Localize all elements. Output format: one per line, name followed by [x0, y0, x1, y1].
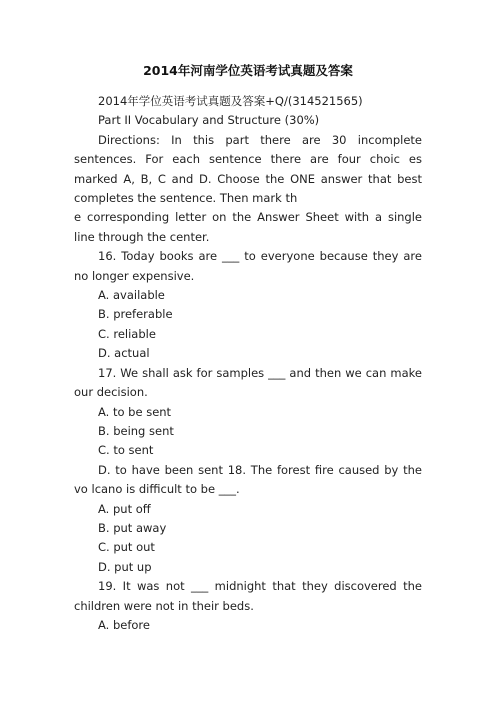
subtitle-line: 2014年学位英语考试真题及答案+Q/(314521565): [98, 94, 363, 108]
question-19-stem: 19. It was not ___ midnight that they discovered the children were not in their beds.: [74, 579, 422, 613]
directions-continuation: e corresponding letter on the Answer Sheet with a single line through the center.: [74, 210, 422, 244]
question-16-option-b: B. preferable: [98, 307, 173, 322]
question-18-option-a: A. put off: [98, 501, 151, 516]
question-17-stem: 17. We shall ask for samples ___ and then we can make our decision.: [74, 365, 422, 400]
part-heading: Part II Vocabulary and Structure (30%): [98, 113, 320, 128]
question-16-option-c: C. reliable: [98, 326, 156, 341]
question-17-option-d-and-question-18-stem: D. to have been sent 18. The forest fire caused by the vo lcano is difficult to be ___.: [74, 462, 422, 497]
question-18-option-d: D. put up: [98, 559, 152, 574]
question-16-stem: 16. Today books are ___ to everyone because they are no longer expensive.: [74, 249, 422, 283]
directions-paragraph: Directions: In this part there are 30 incomplete sentences. For each sentence there are four choic es marked A, B, C and D. Choose the ONE answer that best completes the sentence. Then mark th: [74, 132, 422, 206]
question-17-option-a: A. to be sent: [98, 404, 172, 419]
question-18-option-b: B. put away: [98, 520, 167, 535]
question-17-option-c: C. to sent: [98, 443, 154, 458]
question-19-option-a: A. before: [98, 617, 150, 632]
document-body: [74, 92, 422, 635]
question-17-option-b: B. being sent: [98, 423, 174, 438]
question-18-option-c: C. put out: [98, 540, 155, 555]
document-title: 2014年河南学位英语考试真题及答案: [143, 63, 353, 78]
question-16-option-d: D. actual: [98, 346, 150, 361]
question-16-option-a: A. available: [98, 288, 165, 303]
